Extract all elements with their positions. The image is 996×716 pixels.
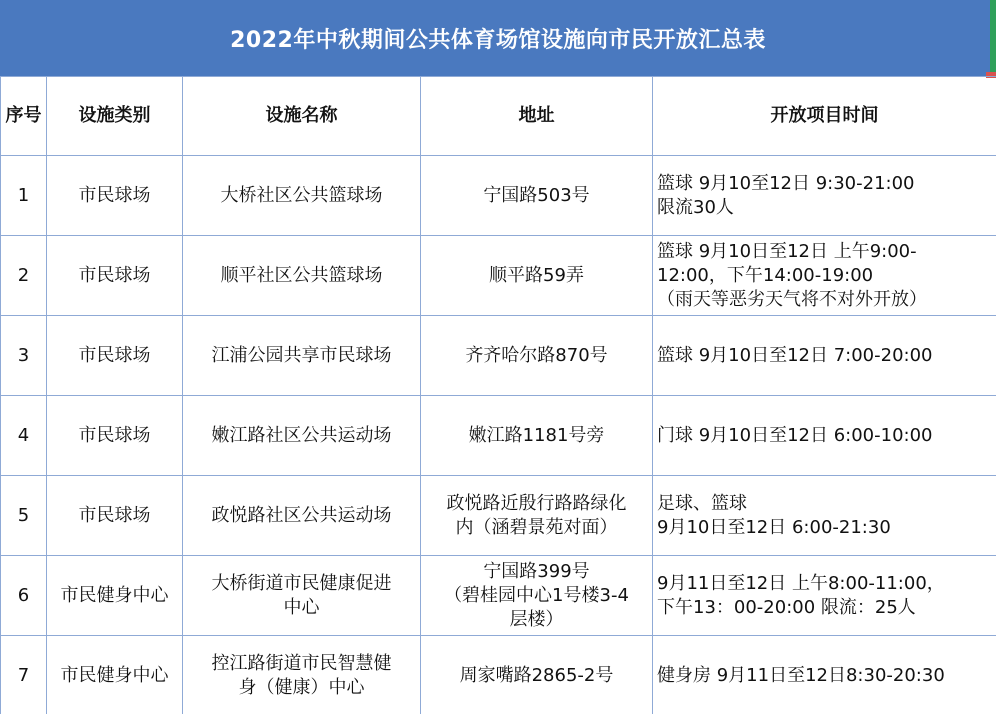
cell-category-line: 市民健身中心 <box>60 584 169 606</box>
header-row <box>1 77 996 156</box>
cell-address <box>421 316 653 396</box>
cell-category-line: 市民球场 <box>78 184 151 206</box>
cell-name-line: 江浦公园共享市民球场 <box>211 344 392 366</box>
cell-category-line: 市民球场 <box>78 344 151 366</box>
cell-no <box>1 556 47 636</box>
cell-address <box>421 236 653 316</box>
cell-name-line: 政悦路社区公共运动场 <box>211 504 392 526</box>
cell-no-line: 7 <box>17 664 30 686</box>
cell-time <box>653 476 996 556</box>
table-row <box>1 396 996 476</box>
cell-time-line: （雨天等恶劣天气将不对外开放） <box>657 288 927 310</box>
cell-address-line: 宁国路399号 <box>483 560 590 582</box>
cell-address-line: 周家嘴路2865-2号 <box>459 664 614 686</box>
cell-time-line: 12:00，下午14:00-19:00 <box>657 264 874 286</box>
header-no: 序号 <box>1 77 47 156</box>
cell-time <box>653 236 996 316</box>
facility-table <box>0 76 996 716</box>
cell-name <box>183 156 421 236</box>
cell-no-line: 4 <box>17 424 30 446</box>
cell-address-line: 顺平路59弄 <box>489 264 584 286</box>
cell-name-line: 大桥街道市民健康促进 <box>211 572 392 594</box>
cell-address <box>421 636 653 716</box>
cell-no <box>1 316 47 396</box>
table-row <box>1 156 996 236</box>
cell-no-line: 3 <box>17 344 30 366</box>
cell-category <box>47 556 183 636</box>
cell-address-line: 宁国路503号 <box>483 184 590 206</box>
cell-name <box>183 636 421 716</box>
cell-time <box>653 316 996 396</box>
cell-name-line: 大桥社区公共篮球场 <box>220 184 383 206</box>
cell-name <box>183 316 421 396</box>
cell-address <box>421 476 653 556</box>
cell-category-line: 市民球场 <box>78 264 151 286</box>
cell-no <box>1 636 47 716</box>
cell-name-line: 顺平社区公共篮球场 <box>220 264 383 286</box>
cell-time-line: 篮球 9月10日至12日 上午9:00- <box>657 240 917 262</box>
cell-address <box>421 156 653 236</box>
table-row <box>1 556 996 636</box>
cell-category <box>47 476 183 556</box>
cell-name-line: 身（健康）中心 <box>238 676 365 698</box>
cell-name <box>183 476 421 556</box>
cell-address-line: （碧桂园中心1号楼3-4 <box>444 584 629 606</box>
cell-address-line: 政悦路近殷行路路绿化 <box>446 492 627 514</box>
cell-no <box>1 236 47 316</box>
corner-marker <box>990 0 996 76</box>
cell-category <box>47 636 183 716</box>
cell-category <box>47 236 183 316</box>
cell-category-line: 市民球场 <box>78 504 151 526</box>
cell-name-line: 控江路街道市民智慧健 <box>211 652 392 674</box>
cell-address-line: 内（涵碧景苑对面） <box>455 516 618 538</box>
table-row <box>1 636 996 716</box>
cell-time <box>653 156 996 236</box>
cell-address <box>421 556 653 636</box>
cell-name-line: 嫩江路社区公共运动场 <box>211 424 392 446</box>
cell-time-line: 篮球 9月10日至12日 7:00-20:00 <box>657 344 933 366</box>
cell-category <box>47 396 183 476</box>
cell-address-line: 嫩江路1181号旁 <box>468 424 605 446</box>
cell-name <box>183 236 421 316</box>
cell-no <box>1 156 47 236</box>
cell-no-line: 2 <box>17 264 30 286</box>
cell-time-line: 健身房 9月11日至12日8:30-20:30 <box>657 664 945 686</box>
cell-no-line: 6 <box>17 584 30 606</box>
cell-time-line: 9月10日至12日 6:00-21:30 <box>657 516 891 538</box>
cell-category <box>47 316 183 396</box>
cell-time-line: 篮球 9月10至12日 9:30-21:00 <box>657 172 915 194</box>
header-category: 设施类别 <box>47 77 183 156</box>
cell-category <box>47 156 183 236</box>
cell-no-line: 1 <box>17 184 30 206</box>
cell-time <box>653 556 996 636</box>
header-time: 开放项目时间 <box>653 77 996 156</box>
cell-no-line: 5 <box>17 504 30 526</box>
cell-time-line: 9月11日至12日 上午8:00-11:00， <box>657 572 945 594</box>
cell-category-line: 市民球场 <box>78 424 151 446</box>
cell-address <box>421 396 653 476</box>
table-row <box>1 316 996 396</box>
cell-time-line: 下午13：00-20:00 限流：25人 <box>657 596 916 618</box>
cell-time-line: 限流30人 <box>657 196 734 218</box>
cell-name <box>183 556 421 636</box>
cell-name <box>183 396 421 476</box>
header-name: 设施名称 <box>183 77 421 156</box>
cell-no <box>1 396 47 476</box>
table-row <box>1 236 996 316</box>
cell-time <box>653 636 996 716</box>
table-title: 2022年中秋期间公共体育场馆设施向市民开放汇总表 <box>0 0 996 76</box>
cell-category-line: 市民健身中心 <box>60 664 169 686</box>
cell-no <box>1 476 47 556</box>
cell-address-line: 层楼） <box>509 608 564 630</box>
cell-time <box>653 396 996 476</box>
header-address: 地址 <box>421 77 653 156</box>
table-row <box>1 476 996 556</box>
cell-time-line: 门球 9月10日至12日 6:00-10:00 <box>657 424 933 446</box>
cell-address-line: 齐齐哈尔路870号 <box>465 344 608 366</box>
cell-time-line: 足球、篮球 <box>657 492 747 514</box>
cell-name-line: 中心 <box>283 596 320 618</box>
